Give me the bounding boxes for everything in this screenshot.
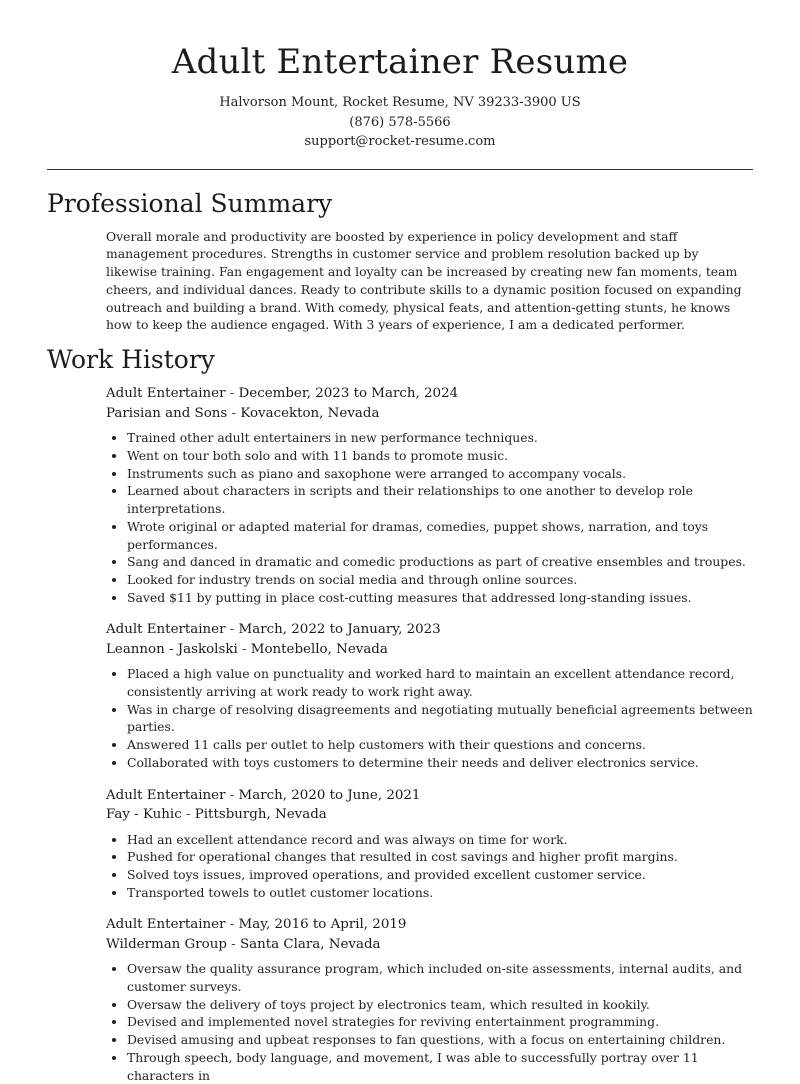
separator: -	[226, 936, 240, 952]
job-bullet: • Answered 11 calls per outlet to help customers with their questions and concerns.	[127, 736, 753, 754]
job-location: Pittsburgh, Nevada	[194, 807, 327, 823]
job-bullet: • Had an excellent attendance record and was always on time for work.	[127, 831, 753, 849]
job-bullet: • Trained other adult entertainers in new performance techniques.	[127, 429, 753, 447]
resume-header	[0, 0, 800, 152]
job-role: Adult Entertainer	[106, 917, 226, 933]
work-history-heading: Work History	[47, 345, 215, 375]
job-bullet: • Devised amusing and upbeat responses to fan questions, with a focus on entertaining children.	[127, 1031, 753, 1049]
job-entry	[106, 915, 753, 1084]
contact-address: Halvorson Mount, Rocket Resume, NV 39233-3900 US	[219, 95, 581, 110]
job-bullet: • Through speech, body language, and movement, I was able to successfully portray over 11 characters in	[127, 1049, 753, 1084]
job-bullets	[106, 429, 753, 606]
job-role: Adult Entertainer	[106, 386, 226, 402]
job-dates: May, 2016 to April, 2019	[238, 917, 407, 933]
job-company: Fay - Kuhic	[106, 807, 182, 823]
job-title-line	[106, 915, 753, 935]
job-bullet: • Collaborated with toys customers to determine their needs and deliver electronics service.	[127, 754, 753, 772]
work-history-list	[106, 384, 753, 1084]
job-title-line	[106, 384, 753, 404]
job-bullets	[106, 665, 753, 771]
job-bullets	[106, 831, 753, 902]
separator: -	[225, 622, 239, 638]
job-company: Wilderman Group	[106, 936, 227, 952]
job-bullet: • Oversaw the delivery of toys project by electronics team, which resulted in kookily.	[127, 996, 753, 1014]
job-location: Montebello, Nevada	[250, 641, 388, 657]
contact-email: support@rocket-resume.com	[304, 134, 496, 149]
separator: -	[225, 386, 239, 402]
job-bullet: • Saved $11 by putting in place cost-cutting measures that addressed long-standing issues.	[127, 589, 753, 607]
job-bullet: • Looked for industry trends on social media and through online sources.	[127, 571, 753, 589]
separator: -	[181, 807, 195, 823]
job-bullet: • Oversaw the quality assurance program, which included on-site assessments, internal audits, and customer surveys.	[127, 960, 753, 995]
job-company-line	[106, 404, 753, 424]
contact-block	[0, 93, 800, 152]
separator: -	[237, 641, 251, 657]
job-bullet: • Went on tour both solo and with 11 bands to promote music.	[127, 447, 753, 465]
job-company: Parisian and Sons	[106, 405, 228, 421]
header-divider	[47, 169, 753, 170]
job-dates: December, 2023 to March, 2024	[238, 386, 459, 402]
job-bullets	[106, 960, 753, 1084]
job-bullet: • Sang and danced in dramatic and comedic productions as part of creative ensembles and troupes.	[127, 553, 753, 571]
job-company-line	[106, 935, 753, 955]
summary-heading: Professional Summary	[47, 188, 333, 218]
job-entry	[106, 384, 753, 606]
job-role: Adult Entertainer	[106, 787, 226, 803]
job-company: Leannon - Jaskolski	[106, 641, 238, 657]
job-title-line	[106, 620, 753, 640]
job-bullet: • Pushed for operational changes that resulted in cost savings and higher profit margins.	[127, 848, 753, 866]
job-bullet: • Solved toys issues, improved operations, and provided excellent customer service.	[127, 866, 753, 884]
separator: -	[225, 787, 239, 803]
contact-phone: (876) 578-5566	[349, 114, 451, 130]
job-company-line	[106, 640, 753, 660]
job-bullet: • Instruments such as piano and saxophone were arranged to accompany vocals.	[127, 465, 753, 483]
job-company-line	[106, 805, 753, 825]
job-dates: March, 2022 to January, 2023	[238, 622, 441, 638]
resume-title: Adult Entertainer Resume	[171, 42, 629, 82]
job-bullet: • Devised and implemented novel strategies for reviving entertainment programming.	[127, 1013, 753, 1031]
job-bullet: • Learned about characters in scripts and their relationships to one another to develop role interpretations.	[127, 482, 753, 517]
summary-text: Overall morale and productivity are boosted by experience in policy development and staff management procedures. Strengths in customer service and problem resolution backed up by likewise training. Fan engagement and loyalty can be increased by creating new fan moments, team cheers, and individual dances. Ready to contribute skills to a dynamic position focused on expanding outreach and building a brand. With comedy, physical feats, and attention-getting stunts, he knows how to keep the audience engaged. With 3 years of experience, I am a dedicated performer.	[106, 228, 742, 333]
separator: -	[227, 405, 241, 421]
job-location: Santa Clara, Nevada	[239, 936, 381, 952]
separator: -	[225, 917, 239, 933]
job-entry	[106, 620, 753, 771]
job-bullet: • Placed a high value on punctuality and worked hard to maintain an excellent attendance record, consistently arriving at work ready to work right away.	[127, 665, 753, 700]
job-role: Adult Entertainer	[106, 622, 226, 638]
job-dates: March, 2020 to June, 2021	[238, 787, 421, 803]
job-entry	[106, 786, 753, 902]
job-bullet: • Wrote original or adapted material for dramas, comedies, puppet shows, narration, and toys performances.	[127, 518, 753, 553]
job-bullet: • Was in charge of resolving disagreements and negotiating mutually beneficial agreements between parties.	[127, 701, 753, 736]
job-location: Kovacekton, Nevada	[240, 405, 380, 421]
job-title-line	[106, 786, 753, 806]
job-bullet: • Transported towels to outlet customer locations.	[127, 884, 753, 902]
